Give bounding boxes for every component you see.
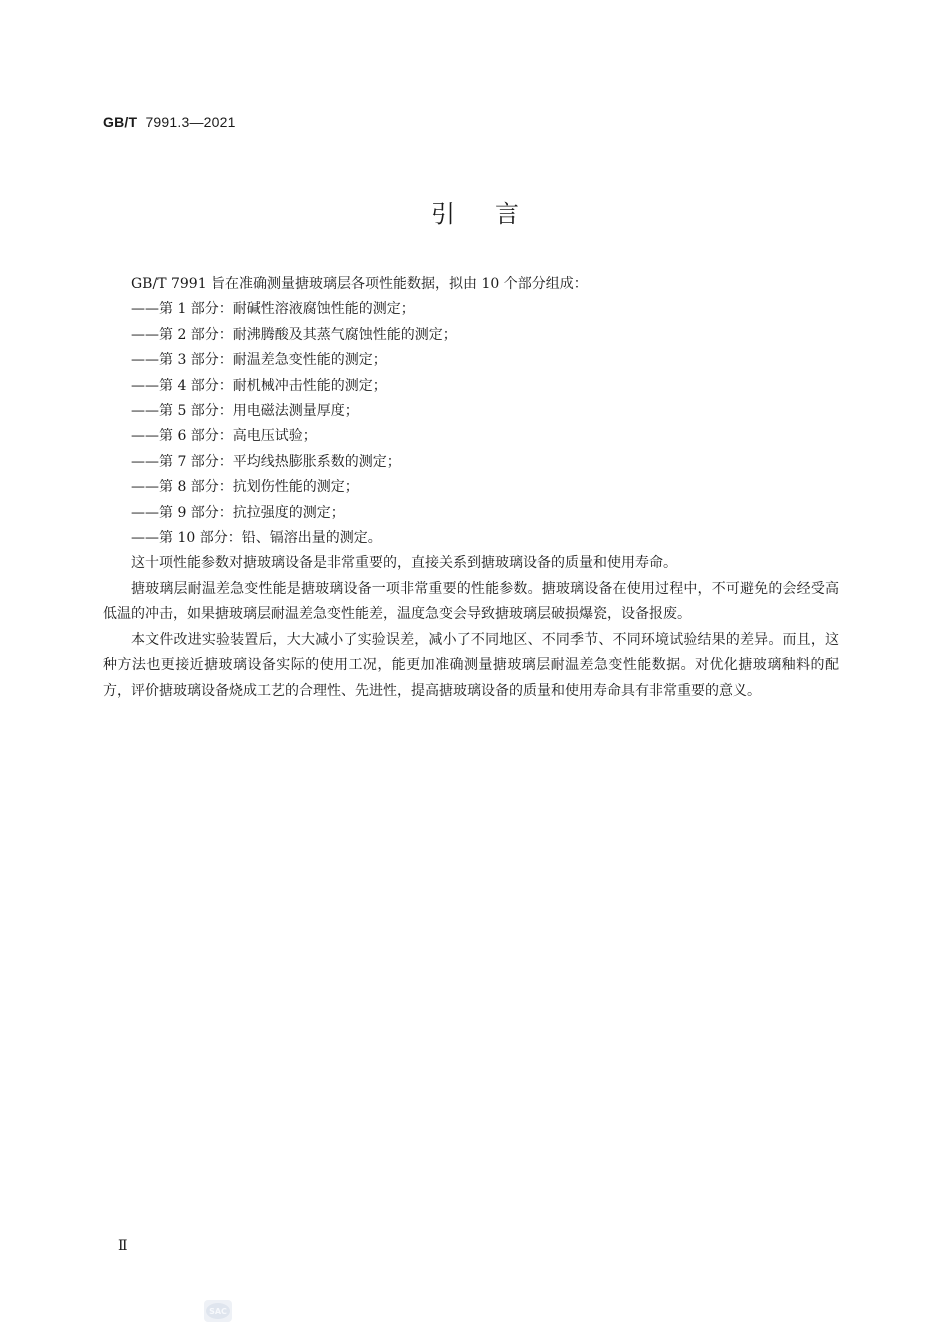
list-item: ——第 3 部分：耐温差急变性能的测定； bbox=[131, 352, 387, 369]
list-item: ——第 6 部分：高电压试验； bbox=[131, 428, 317, 445]
standard-code bbox=[103, 114, 236, 130]
parts-list bbox=[103, 297, 839, 551]
list-item: ——第 1 部分：耐碱性溶液腐蚀性能的测定； bbox=[131, 301, 415, 318]
list-item: ——第 8 部分：抗划伤性能的测定； bbox=[131, 479, 359, 496]
standard-prefix: GB/T bbox=[103, 114, 138, 130]
body-paragraph: 本文件改进实验装置后，大大减小了实验误差，减小了不同地区、不同季节、不同环境试验结果的差异。而且，这种方法也更接近搪玻璃设备实际的使用工况，能更加准确测量搪玻璃层耐温差急变性能数据。对优化搪玻璃釉料的配方，评价搪玻璃设备烧成工艺的合理性、先进性，提高搪玻璃设备的质量和使用寿命具有非常重要的意义。 bbox=[103, 631, 839, 699]
list-item: ——第 5 部分：用电磁法测量厚度； bbox=[131, 403, 359, 420]
body-paragraph: 这十项性能参数对搪玻璃设备是非常重要的，直接关系到搪玻璃设备的质量和使用寿命。 bbox=[131, 555, 677, 572]
document-body bbox=[103, 272, 839, 704]
watermark-text: SAC bbox=[209, 1307, 227, 1316]
sac-logo-icon bbox=[204, 1300, 232, 1322]
list-item: ——第 10 部分：铅、镉溶出量的测定。 bbox=[131, 530, 382, 547]
list-item: ——第 7 部分：平均线热膨胀系数的测定； bbox=[131, 453, 401, 470]
list-item: ——第 9 部分：抗拉强度的测定； bbox=[131, 504, 345, 521]
list-item: ——第 2 部分：耐沸腾酸及其蒸气腐蚀性能的测定； bbox=[131, 326, 457, 343]
standard-number: 7991.3—2021 bbox=[145, 114, 236, 130]
list-item: ——第 4 部分：耐机械冲击性能的测定； bbox=[131, 377, 387, 394]
page-number: Ⅱ bbox=[118, 1238, 128, 1254]
intro-paragraph: GB/T 7991 旨在准确测量搪玻璃层各项性能数据，拟由 10 个部分组成： bbox=[131, 276, 588, 292]
body-paragraph: 搪玻璃层耐温差急变性能是搪玻璃设备一项非常重要的性能参数。搪玻璃设备在使用过程中，不可避免的会经受高低温的冲击，如果搪玻璃层耐温差急变性能差，温度急变会导致搪玻璃层破损爆瓷，设备报废。 bbox=[103, 580, 839, 623]
page-title: 引言 bbox=[431, 200, 559, 228]
